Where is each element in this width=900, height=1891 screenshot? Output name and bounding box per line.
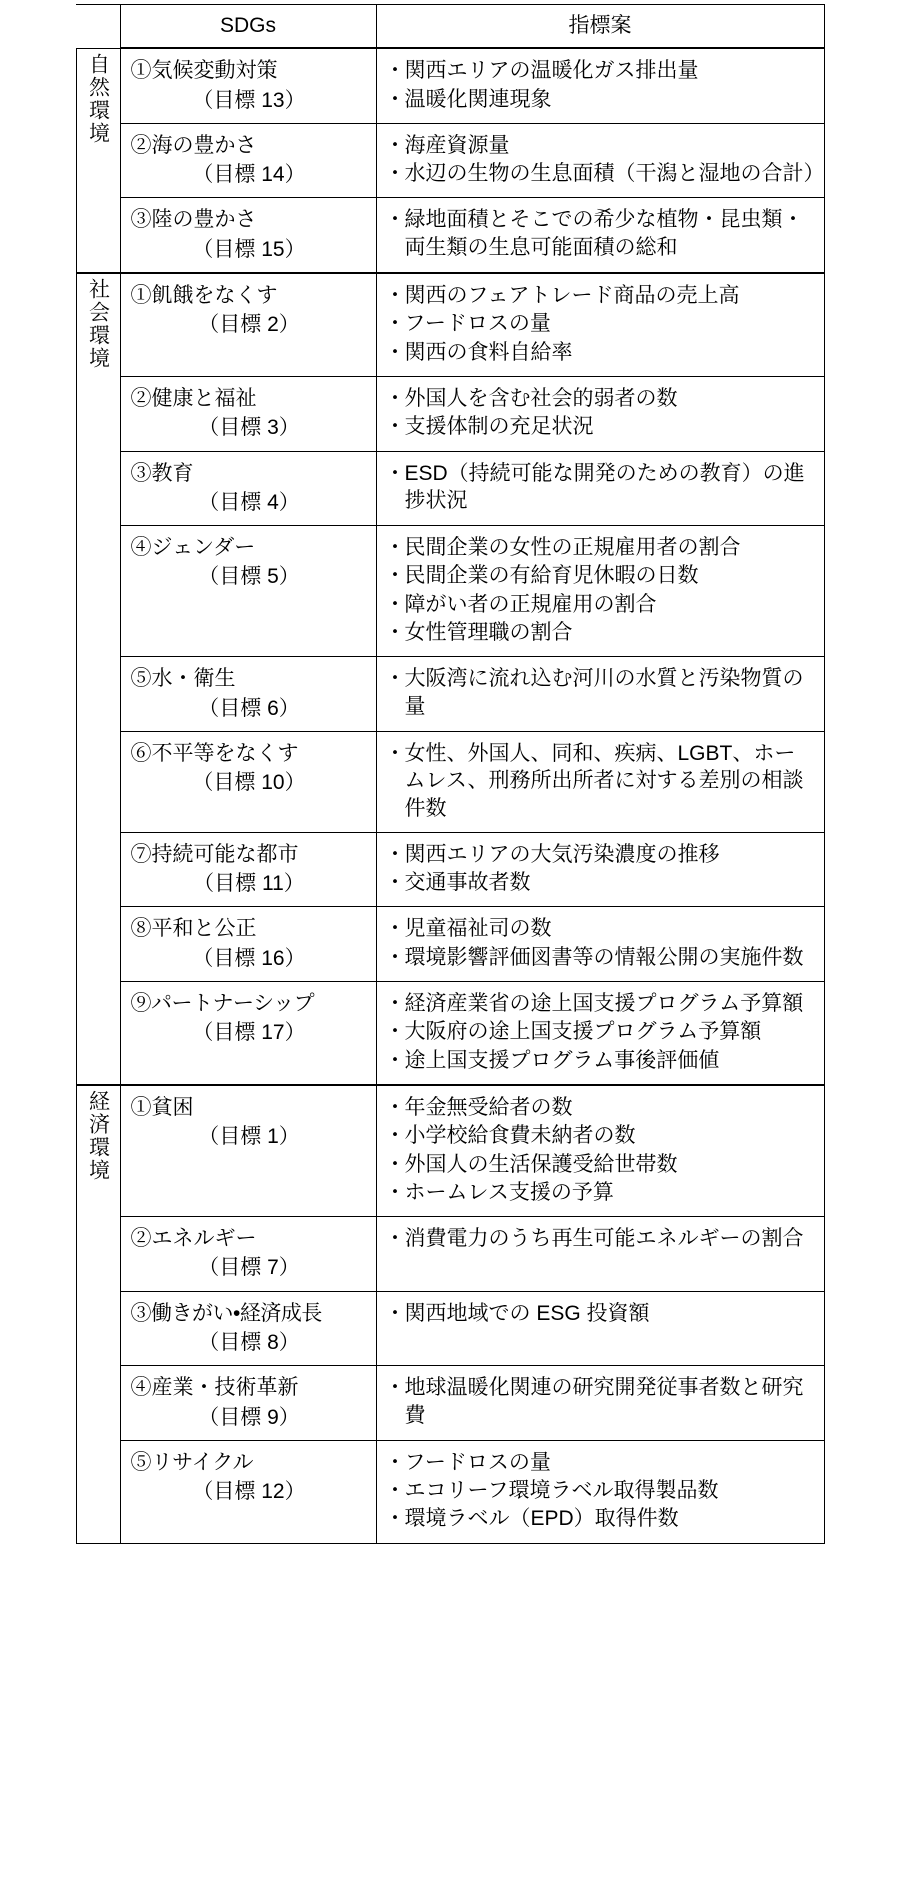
indicator-list (386, 282, 816, 366)
indicator-item: ・ 環境影響評価図書等の情報公開の実施件数 (386, 944, 816, 971)
indicator-item: ・ 障がい者の正規雇用の割合 (386, 591, 816, 618)
sdg-name: ⑧平和と公正 (130, 917, 257, 941)
sdg-cell (120, 273, 376, 376)
table-row (76, 731, 824, 832)
sdg-cell (120, 832, 376, 907)
sdg-name: ⑦持続可能な都市 (130, 842, 299, 866)
indicator-item: ・ フードロスの量 (386, 1449, 816, 1476)
indicator-item: ・ 民間企業の女性の正規雇用者の割合 (386, 534, 816, 561)
sdg-goal-number: （目標 8） (198, 1330, 300, 1354)
sdg-name: ⑤水・衛生 (130, 667, 236, 691)
table-row (76, 982, 824, 1085)
sdg-name: ②健康と福祉 (130, 386, 257, 410)
sdg-goal-number: （目標 2） (198, 313, 300, 337)
header-indicators: 指標案 (376, 5, 824, 49)
indicator-cell (376, 907, 824, 982)
indicator-item: ・ 水辺の生物の生息面積（干潟と湿地の合計） (386, 160, 816, 187)
sdg-goal-number: （目標 16） (192, 946, 306, 970)
indicator-item: ・ 海産資源量 (386, 132, 816, 159)
indicator-list (386, 665, 816, 720)
indicator-item: ・ 大阪府の途上国支援プログラム予算額 (386, 1018, 816, 1045)
indicator-list (386, 990, 816, 1074)
category-cell (76, 273, 120, 1085)
indicator-cell (376, 273, 824, 376)
sdg-cell (120, 48, 376, 123)
table-row (76, 1085, 824, 1217)
indicator-cell (376, 526, 824, 657)
sdg-name: ①飢餓をなくす (130, 284, 278, 308)
sdg-name: ⑥不平等をなくす (130, 741, 299, 765)
sdg-name: ②海の豊かさ (130, 133, 257, 157)
indicator-list (386, 57, 816, 113)
table-row (76, 1366, 824, 1441)
indicator-cell (376, 1085, 824, 1217)
sdg-cell (120, 376, 376, 451)
indicator-cell (376, 1217, 824, 1292)
header-sdgs: SDGs (120, 5, 376, 49)
table-row (76, 451, 824, 526)
indicator-item: ・ 交通事故者数 (386, 869, 816, 896)
indicator-list (386, 1449, 816, 1533)
sdg-cell (120, 1291, 376, 1366)
table-row (76, 198, 824, 273)
sdg-name: ⑤リサイクル (130, 1450, 254, 1474)
indicator-cell (376, 48, 824, 123)
indicator-list (386, 915, 816, 971)
indicator-item: ・ 女性、外国人、同和、疾病、LGBT、ホームレス、刑務所出所者に対する差別の相談件数 (386, 740, 816, 822)
indicator-list (386, 841, 816, 897)
sdg-name: ④産業・技術革新 (130, 1376, 299, 1400)
sdg-name: ③働きがい•経済成長 (130, 1301, 322, 1325)
sdg-cell (120, 1366, 376, 1441)
sdg-cell (120, 907, 376, 982)
indicator-item: ・ フードロスの量 (386, 310, 816, 337)
indicator-item: ・ 外国人の生活保護受給世帯数 (386, 1151, 816, 1178)
sdg-name: ③教育 (130, 461, 194, 485)
indicator-list (386, 1225, 816, 1252)
indicator-item: ・ 関西地域での ESG 投資額 (386, 1300, 816, 1327)
indicator-cell (376, 376, 824, 451)
indicator-cell (376, 1291, 824, 1366)
sdg-cell (120, 1217, 376, 1292)
indicator-item: ・ 緑地面積とそこでの希少な植物・昆虫類・両生類の生息可能面積の総和 (386, 206, 816, 261)
sdg-cell (120, 731, 376, 832)
sdg-cell (120, 982, 376, 1085)
sdg-goal-number: （目標 7） (198, 1256, 300, 1280)
indicator-cell (376, 1366, 824, 1441)
table-row (76, 273, 824, 376)
sdg-cell (120, 451, 376, 526)
category-cell (76, 1085, 120, 1543)
sdg-cell (120, 198, 376, 273)
sdg-cell (120, 526, 376, 657)
indicator-item: ・ 関西エリアの大気汚染濃度の推移 (386, 841, 816, 868)
indicator-item: ・ エコリーフ環境ラベル取得製品数 (386, 1477, 816, 1504)
table-body (76, 48, 824, 1543)
indicator-item: ・ 途上国支援プログラム事後評価値 (386, 1047, 816, 1074)
indicator-cell (376, 451, 824, 526)
sdg-cell (120, 123, 376, 198)
indicator-list (386, 132, 825, 188)
indicator-item: ・ 大阪湾に流れ込む河川の水質と汚染物質の量 (386, 665, 816, 720)
table-row (76, 526, 824, 657)
table-row (76, 907, 824, 982)
sdg-cell (120, 1440, 376, 1543)
table-row (76, 1217, 824, 1292)
sdg-goal-number: （目標 4） (198, 490, 300, 514)
indicator-cell (376, 198, 824, 273)
sdg-name: ①貧困 (130, 1095, 194, 1119)
indicator-item: ・ 消費電力のうち再生可能エネルギーの割合 (386, 1225, 816, 1252)
table-row (76, 657, 824, 732)
sdg-goal-number: （目標 3） (198, 416, 300, 440)
sdg-goal-number: （目標 17） (192, 1021, 306, 1045)
header-corner-blank (76, 5, 120, 49)
sdg-goal-number: （目標 13） (192, 88, 306, 112)
sdg-goal-number: （目標 15） (192, 237, 306, 261)
sdg-cell (120, 1085, 376, 1217)
indicator-list (386, 534, 816, 646)
sdg-name: ①気候変動対策 (130, 59, 278, 83)
table-header-row (76, 5, 824, 49)
indicator-item: ・ ホームレス支援の予算 (386, 1179, 816, 1206)
sdg-name: ⑨パートナーシップ (130, 992, 315, 1016)
sdg-goal-number: （目標 10） (192, 771, 306, 795)
indicator-list (386, 740, 816, 822)
indicator-cell (376, 123, 824, 198)
indicator-item: ・ ESD（持続可能な開発のための教育）の進捗状況 (386, 460, 816, 515)
sdg-goal-number: （目標 9） (198, 1405, 300, 1429)
indicator-item: ・ 地球温暖化関連の研究開発従事者数と研究費 (386, 1374, 816, 1429)
indicator-cell (376, 982, 824, 1085)
table-row (76, 123, 824, 198)
indicator-item: ・ 女性管理職の割合 (386, 619, 816, 646)
indicator-list (386, 460, 816, 515)
table-row (76, 1291, 824, 1366)
category-label: 社会環境 (86, 278, 110, 371)
sdg-name: ②エネルギー (130, 1227, 257, 1251)
table-header (76, 5, 824, 49)
indicator-cell (376, 832, 824, 907)
sdg-goal-number: （目標 5） (198, 565, 300, 589)
indicator-item: ・ 経済産業省の途上国支援プログラム予算額 (386, 990, 816, 1017)
sdg-goal-number: （目標 12） (192, 1480, 306, 1504)
indicator-item: ・ 関西エリアの温暖化ガス排出量 (386, 57, 816, 84)
indicator-list (386, 385, 816, 441)
indicator-cell (376, 657, 824, 732)
table-row (76, 376, 824, 451)
indicator-item: ・ 年金無受給者の数 (386, 1094, 816, 1121)
indicator-item: ・ 支援体制の充足状況 (386, 413, 816, 440)
indicator-list (386, 206, 816, 261)
indicator-item: ・ 児童福祉司の数 (386, 915, 816, 942)
sdg-goal-number: （目標 6） (198, 696, 300, 720)
sdg-name: ③陸の豊かさ (130, 208, 257, 232)
sdg-cell (120, 657, 376, 732)
indicator-item: ・ 関西のフェアトレード商品の売上高 (386, 282, 816, 309)
category-cell (76, 48, 120, 273)
indicator-item: ・ 関西の食料自給率 (386, 339, 816, 366)
table-row (76, 48, 824, 123)
sdg-name: ④ジェンダー (130, 536, 256, 560)
sdg-goal-number: （目標 14） (192, 163, 306, 187)
table-row (76, 1440, 824, 1543)
table-row (76, 832, 824, 907)
category-label: 自然環境 (86, 52, 110, 145)
indicator-item: ・ 環境ラベル（EPD）取得件数 (386, 1505, 816, 1532)
indicator-item: ・ 小学校給食費未納者の数 (386, 1122, 816, 1149)
indicator-cell (376, 731, 824, 832)
sdg-goal-number: （目標 1） (198, 1125, 300, 1149)
indicator-item: ・ 民間企業の有給育児休暇の日数 (386, 562, 816, 589)
indicator-list (386, 1094, 816, 1206)
indicator-cell (376, 1440, 824, 1543)
indicator-list (386, 1374, 816, 1429)
indicator-item: ・ 外国人を含む社会的弱者の数 (386, 385, 816, 412)
category-label: 経済環境 (86, 1089, 110, 1182)
sdg-indicator-table (76, 4, 825, 1544)
indicator-list (386, 1300, 816, 1327)
sdg-goal-number: （目標 11） (193, 872, 305, 896)
indicator-item: ・ 温暖化関連現象 (386, 86, 816, 113)
